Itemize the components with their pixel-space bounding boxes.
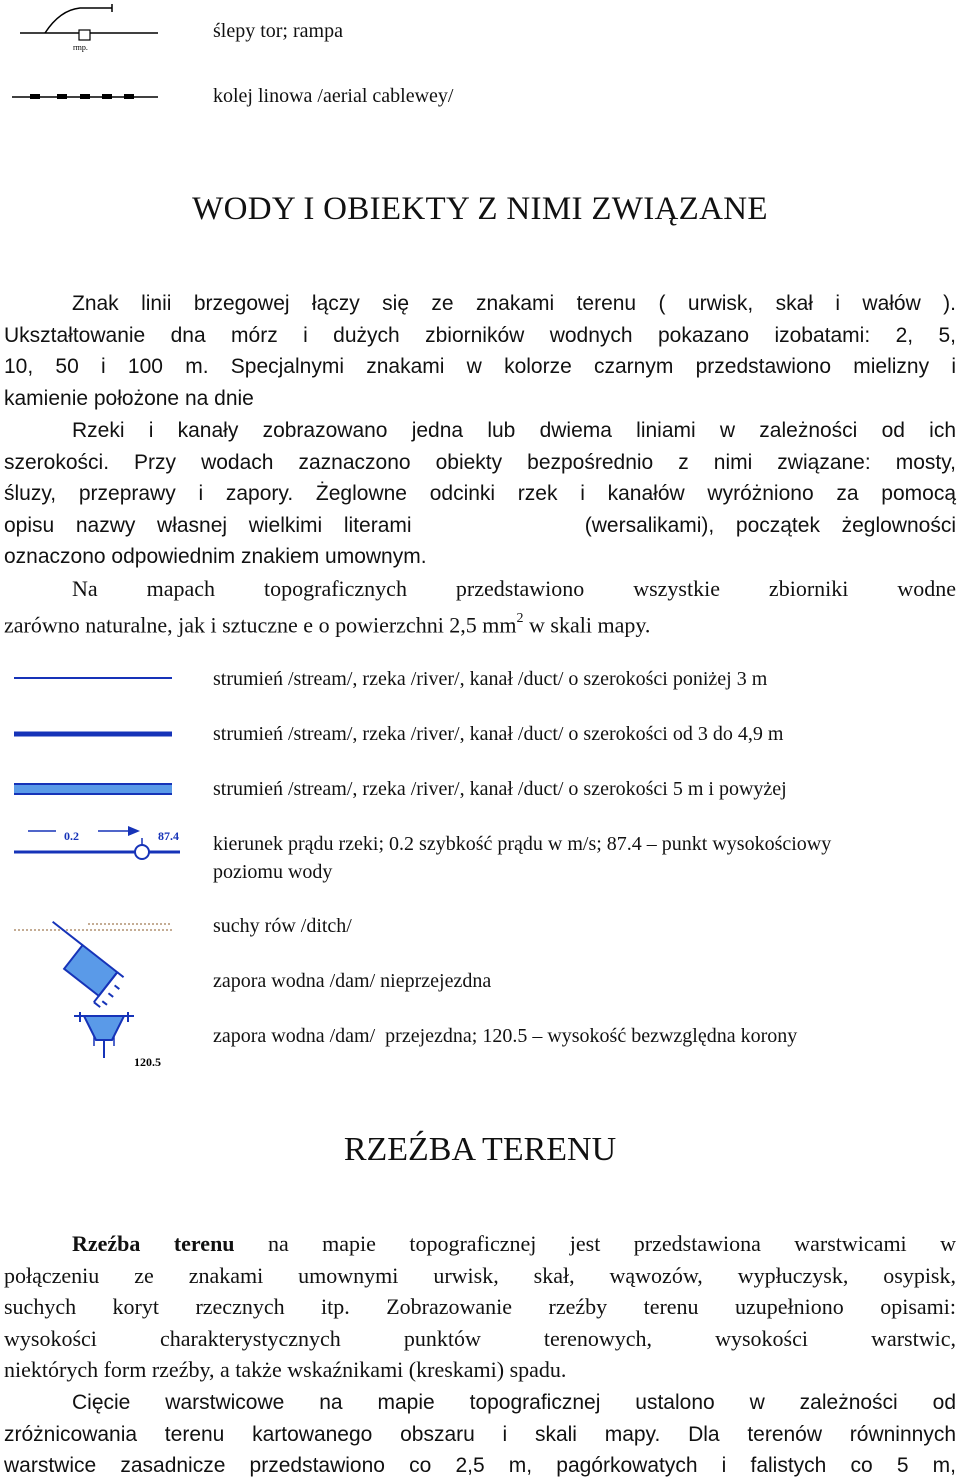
text-line: suchych koryt rzecznych itp. Zobrazowanie rzeźby terenu uzupełniono opisami: — [4, 1294, 956, 1320]
water-paragraph-3 — [4, 573, 956, 641]
text-line: połączeniu ze znakami umownymi urwisk, skał, wąwozów, wypłuczysk, osypisk, — [4, 1262, 956, 1288]
section-title-relief: RZEŹBA TERENU — [343, 1131, 617, 1168]
dam-impassable-icon — [29, 922, 126, 1010]
relief-paragraph-2 — [4, 1387, 956, 1482]
dam-elevation-label: 120.5 — [134, 1055, 161, 1069]
text-line: niektórych form rzeźby, a także wskaźnikami (kreskami) spadu. — [4, 1357, 567, 1383]
text-line: Znak linii brzegowej łączy się ze znakami terenu ( urwisk, skał i wałów ). — [72, 292, 956, 315]
legend-label-dam-impassable: zapora wodna /dam/ nieprzejezdna — [213, 970, 492, 992]
legend-label-dead-end-track: ślepy tor; rampa — [213, 20, 343, 42]
ramp-abbrev: rmp. — [73, 43, 88, 52]
dry-ditch-icon — [14, 924, 172, 930]
text-line: 10, 50 i 100 m. Specjalnymi znakami w kolorze czarnym przedstawiono mielizny i — [4, 355, 956, 379]
legend-label-stream-thin: strumień /stream/, rzeka /river/, kanał /duct/ o szerokości poniżej 3 m — [213, 668, 768, 690]
water-paragraph-1 — [4, 288, 956, 414]
text-line: śluzy, przeprawy i zapory. Żeglowne odcinki rzek i kanałów wyróżniono za pomocą — [4, 482, 956, 506]
text-line: Ukształtowanie dna mórz i dużych zbiorników wodnych pokazano izobatami: 2, 5, — [4, 323, 956, 347]
text-line: opisu nazwy własnej wielkimi literami (wersalikami), początek żeglowności — [4, 513, 956, 537]
legend-label-stream-medium: strumień /stream/, rzeka /river/, kanał /duct/ o szerokości od 3 do 4,9 m — [213, 723, 784, 745]
text-line: zróżnicowania terenu kartowanego obszaru i skali mapy. Dla terenów równinnych — [4, 1422, 956, 1446]
legend-label-aerial-cableway: kolej linowa /aerial cablewey/ — [213, 85, 454, 107]
section-title-water: WODY I OBIEKTY Z NIMI ZWIĄZANE — [192, 191, 768, 227]
dam-passable-icon — [74, 1012, 161, 1069]
legend-label-current-direction-2: poziomu wody — [213, 861, 333, 883]
dead-end-track-ramp-icon — [0, 0, 170, 120]
legend-label-dam-passable: zapora wodna /dam/ przejezdna; 120.5 – wysokość bezwzględna korony — [213, 1025, 798, 1047]
text-line: kamienie położone na dnie — [4, 386, 254, 410]
text-line: wysokości charakterystycznych punktów terenowych, wysokości warstwic, — [4, 1325, 956, 1351]
current-speed-label: 0.2 — [64, 829, 79, 843]
water-elevation-label: 87.4 — [158, 829, 179, 843]
current-direction-icon — [14, 826, 180, 859]
legend-label-stream-double: strumień /stream/, rzeka /river/, kanał /duct/ o szerokości 5 m i powyżej — [213, 778, 787, 800]
water-paragraph-2 — [4, 415, 956, 573]
text-line: szerokości. Przy wodach zaznaczono obiekty bezpośrednio z nimi związane: mosty, — [4, 450, 956, 474]
text-line: oznaczono odpowiednim znakiem umownym. — [4, 545, 427, 569]
legend-label-dry-ditch: suchy rów /ditch/ — [213, 915, 352, 937]
relief-paragraph-1 — [4, 1228, 956, 1386]
text-line: Cięcie warstwicowe na mapie topograficznej ustalono w zależności od — [72, 1391, 956, 1414]
text-line: Rzeki i kanały zobrazowano jedna lub dwiema liniami w zależności od ich — [72, 419, 956, 442]
water-legend-symbols — [0, 660, 200, 1080]
text-line: warstwice zasadnicze przedstawiono co 2,5 m, pagórkowatych i falistych co 5 m, — [4, 1454, 956, 1478]
text-line: Na mapach topograficznych przedstawiono wszystkie zbiorniki wodne — [72, 576, 956, 601]
text-line: Rzeźba terenu na mapie topograficznej jest przedstawiona warstwicami w — [72, 1231, 956, 1256]
aerial-cableway-icon — [12, 94, 158, 99]
legend-label-current-direction: kierunek prądu rzeki; 0.2 szybkość prądu w m/s; 87.4 – punkt wysokościowy — [213, 833, 832, 855]
text-line: zarówno naturalne, jak i sztuczne e o powierzchni 2,5 $mm^2$ w skali mapy. — [4, 610, 651, 637]
stream-double-icon — [14, 784, 172, 794]
